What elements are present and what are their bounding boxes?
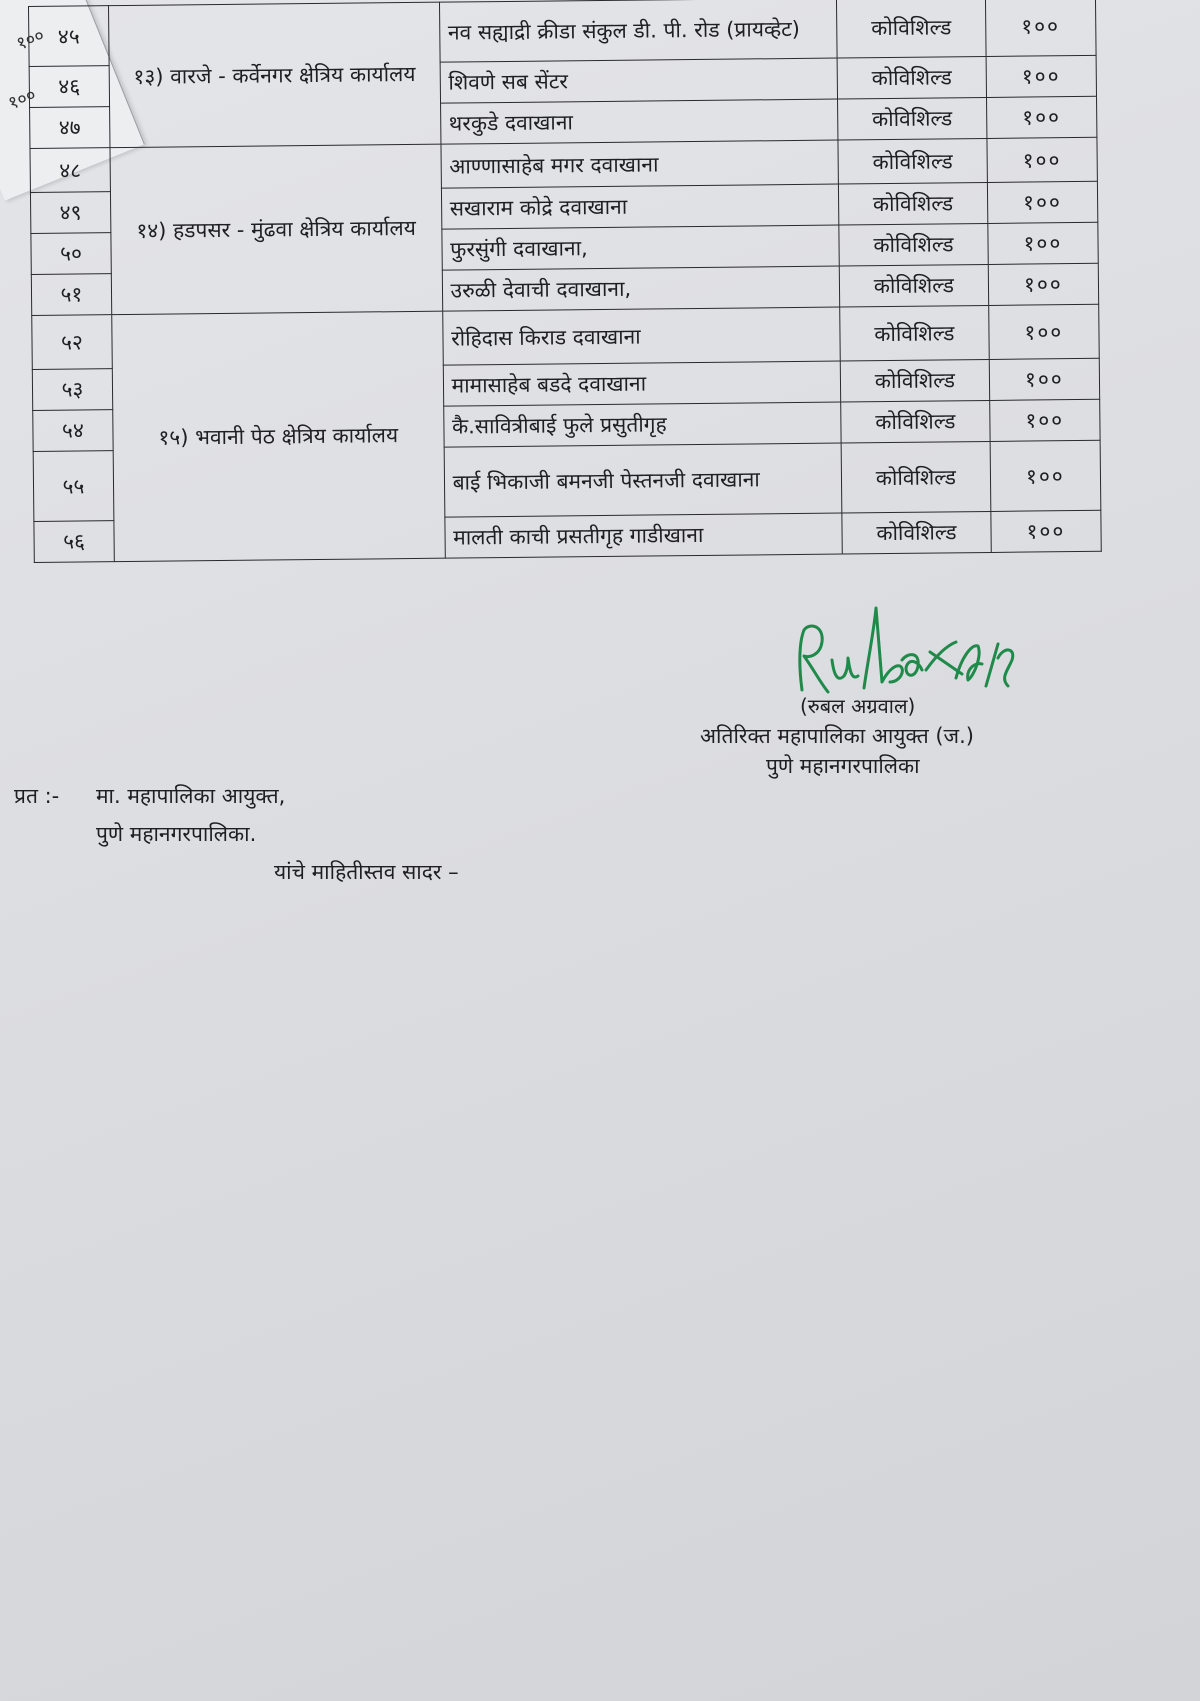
dose-quantity: १०० [988,222,1099,264]
signatory-name: (रुबल अग्रवाल) [800,694,916,718]
dose-quantity: १०० [986,96,1097,138]
center-name: बाई भिकाजी बमनजी पेस्तनजी दवाखाना [444,443,842,517]
office-name: १४) हडपसर - मुंढवा क्षेत्रिय कार्यालय [110,144,442,314]
center-name: आण्णासाहेब मगर दवाखाना [441,140,839,188]
vaccine-name: कोविशिल्ड [837,0,986,58]
signatory-organization: पुणे महानगरपालिका [766,754,920,778]
vaccination-center-table [28,0,1102,563]
vaccine-name: कोविशिल्ड [839,264,988,307]
dose-quantity: १०० [985,0,1096,56]
vaccine-name: कोविशिल्ड [840,305,989,361]
serial-number: ५१ [31,274,111,316]
center-name: सखाराम कोद्रे दवाखाना [441,184,839,229]
dose-quantity: १०० [988,263,1099,305]
center-name: मालती काची प्रसतीगृह गाडीखाना [444,513,842,558]
copy-to-label: प्रत :- [14,784,60,808]
corner-number-1: १०० [13,24,48,55]
center-name: मामासाहेब बडदे दवाखाना [443,361,841,406]
signatory-title: अतिरिक्त महापालिका आयुक्त (ज.) [700,724,975,748]
serial-number: ४५ [29,6,110,67]
copy-to-note: यांचे माहितीस्तव सादर – [274,860,459,884]
dose-quantity: १०० [987,137,1098,182]
dose-quantity: १०० [990,440,1101,511]
center-name: उरुळी देवाची दवाखाना, [442,266,840,311]
serial-number: ४७ [30,107,110,149]
office-name: १३) वारजे - कर्वेनगर क्षेत्रिय कार्यालय [108,2,440,147]
serial-number: ५५ [33,451,114,522]
serial-number: ४८ [30,148,110,193]
center-name: कै.सावित्रीबाई फुले प्रसुतीगृह [443,402,841,447]
copy-to-organization: पुणे महानगरपालिका. [96,822,257,846]
serial-number: ४९ [30,192,110,234]
dose-quantity: १०० [989,358,1100,400]
center-name: रोहिदास किराड दवाखाना [442,307,840,365]
vaccine-name: कोविशिल्ड [838,182,987,225]
serial-number: ४६ [29,66,109,108]
vaccine-name: कोविशिल्ड [839,223,988,266]
vaccine-name: कोविशिल्ड [840,359,989,402]
dose-quantity: १०० [987,181,1098,223]
copy-to-recipient: मा. महापालिका आयुक्त, [96,784,286,808]
corner-number-2: १०० [5,84,40,115]
serial-number: ५० [31,233,111,275]
vaccine-name: कोविशिल्ड [837,56,986,99]
vaccine-name: कोविशिल्ड [842,511,991,554]
office-name: १५) भवानी पेठ क्षेत्रिय कार्यालय [112,311,445,561]
vaccine-name: कोविशिल्ड [841,400,990,443]
vaccine-name: कोविशिल्ड [838,138,987,184]
center-name: नव सह्याद्री क्रीडा संकुल डी. पी. रोड (प्रायव्हेट) [439,0,837,62]
serial-number: ५२ [32,315,112,370]
dose-quantity: १०० [991,510,1102,552]
vaccine-name: कोविशिल्ड [838,97,987,140]
center-name: शिवणे सब सेंटर [440,58,838,103]
center-name: थरकुडे दवाखाना [440,99,838,144]
dose-quantity: १०० [989,399,1100,441]
vaccine-name: कोविशिल्ड [841,441,990,513]
dose-quantity: १०० [988,304,1099,359]
serial-number: ५४ [33,410,113,452]
serial-number: ५३ [32,369,112,411]
dose-quantity: १०० [986,55,1097,97]
center-name: फुरसुंगी दवाखाना, [441,225,839,270]
serial-number: ५६ [34,521,114,563]
